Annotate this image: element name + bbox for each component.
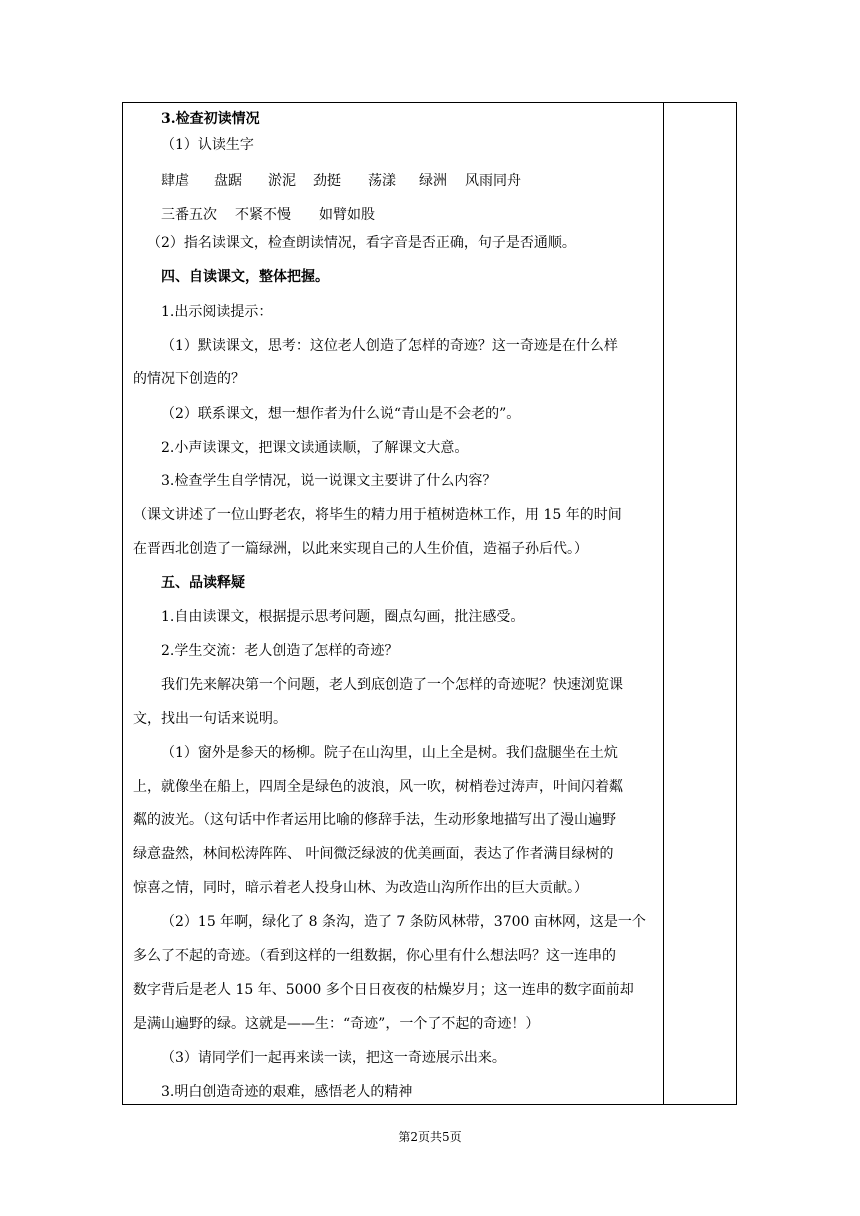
paragraph: （2）15 年啊，绿化了 8 条沟，造了 7 条防风林带，3700 亩林网，这是一个 xyxy=(161,914,646,930)
section-four-heading: 四、自读课文，整体把握。 xyxy=(161,269,329,285)
page-number: 第2页共5页 xyxy=(398,1130,462,1144)
paragraph: 数字背后是老人 15 年、5000 多个日日夜夜的枯燥岁月；这一连串的数字面前却 xyxy=(133,982,634,998)
paragraph: 我们先来解决第一个问题，老人到底创造了一个怎样的奇迹呢？快速浏览课 xyxy=(161,677,623,693)
vocab-word: 绿洲 xyxy=(419,173,447,189)
vocab-word: 荡漾 xyxy=(368,173,396,189)
paragraph: 1.出示阅读提示： xyxy=(161,304,273,320)
paragraph: （2）联系课文，想一想作者为什么说“青山是不会老的”。 xyxy=(161,406,521,422)
paragraph: 在晋西北创造了一篇绿洲，以此来实现自己的人生价值，造福子孙后代。） xyxy=(133,541,588,557)
column-divider xyxy=(663,103,664,1104)
paragraph: 是满山遍野的绿。这就是——生：“奇迹”，一个了不起的奇迹！） xyxy=(133,1016,540,1032)
vocab-word: 三番五次 xyxy=(161,207,217,223)
paragraph: （3）请同学们一起再来读一读，把这一奇迹展示出来。 xyxy=(161,1050,506,1066)
paragraph: 粼的波光。（这句话中作者运用比喻的修辞手法，生动形象地描写出了漫山遍野 xyxy=(133,812,616,828)
vocab-word: 劲挺 xyxy=(313,173,341,189)
paragraph: 惊喜之情，同时，暗示着老人投身山林、为改造山沟所作出的巨大贡献。） xyxy=(133,880,588,896)
paragraph: （1）默读课文，思考：这位老人创造了怎样的奇迹？这一奇迹是在什么样 xyxy=(161,338,618,354)
paragraph: （课文讲述了一位山野老农，将毕生的精力用于植树造林工作，用 15 年的时间 xyxy=(133,507,622,523)
paragraph: 的情况下创造的？ xyxy=(133,371,245,387)
paragraph: 2.小声读课文，把课文读通读顺，了解课文大意。 xyxy=(161,440,469,456)
vocab-word: 淤泥 xyxy=(268,173,296,189)
paragraph: 1.自由读课文，根据提示思考问题，圈点勾画，批注感受。 xyxy=(161,609,525,625)
paragraph: 3.明白创造奇迹的艰难，感悟老人的精神 xyxy=(161,1084,413,1100)
heading-check-reading: 3.检查初读情况 xyxy=(161,111,260,127)
item-name-reading: （2）指名读课文，检查朗读情况，看字音是否正确，句子是否通顺。 xyxy=(147,235,576,251)
paragraph: 3.检查学生自学情况，说一说课文主要讲了什么内容？ xyxy=(161,473,497,489)
paragraph: 绿意盎然，林间松涛阵阵、 叶间微泛绿波的优美画面，表达了作者满目绿树的 xyxy=(133,846,614,862)
vocab-word: 风雨同舟 xyxy=(465,173,521,189)
vocab-word: 如臂如股 xyxy=(319,207,375,223)
section-five-heading: 五、品读释疑 xyxy=(161,575,245,591)
item-recognize-characters: （1）认读生字 xyxy=(161,137,254,153)
paragraph: 文，找出一句话来说明。 xyxy=(133,711,287,727)
paragraph: （1）窗外是参天的杨柳。院子在山沟里，山上全是树。我们盘腿坐在土炕 xyxy=(161,745,618,761)
vocab-word: 肆虐 xyxy=(161,173,189,189)
paragraph: 上，就像坐在船上，四周全是绿色的波浪，风一吹，树梢卷过涛声，叶间闪着粼 xyxy=(133,779,623,795)
lesson-plan-table xyxy=(122,102,737,1105)
paragraph: 2.学生交流：老人创造了怎样的奇迹？ xyxy=(161,643,399,659)
paragraph: 多么了不起的奇迹。（看到这样的一组数据，你心里有什么想法吗？这一连串的 xyxy=(133,948,616,964)
vocab-word: 不紧不慢 xyxy=(235,207,291,223)
vocab-word: 盘踞 xyxy=(214,173,242,189)
